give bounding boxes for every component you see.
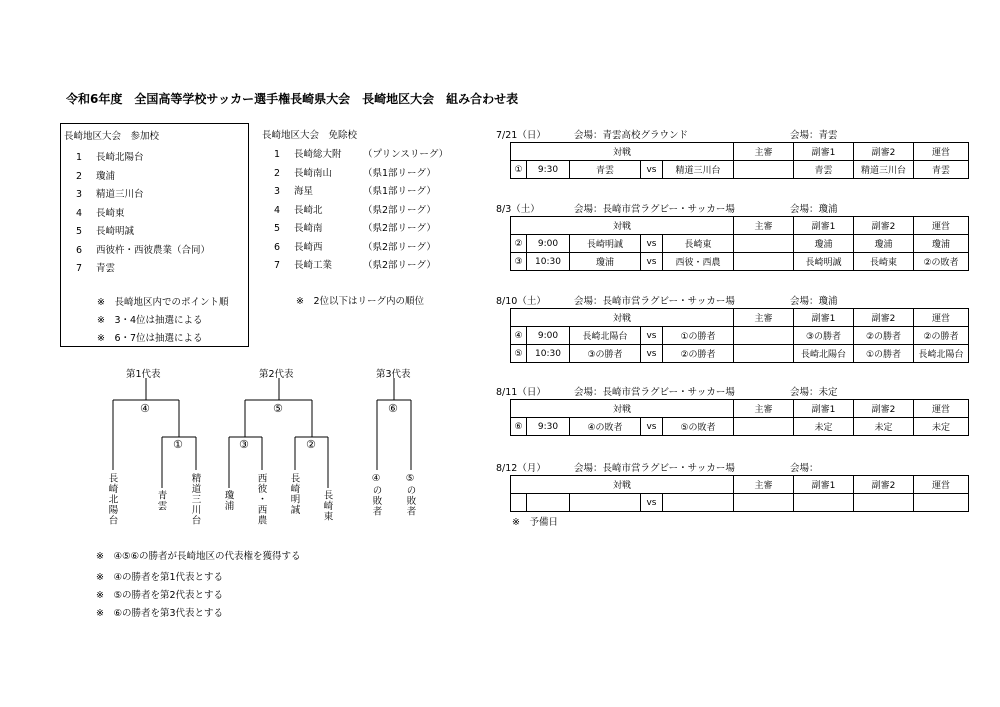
exempt-league: （プリンスリーグ） [363, 149, 449, 160]
match-time: 9:30 [527, 161, 570, 179]
schedule-header-row [511, 143, 969, 161]
participant-num: 5 [75, 226, 82, 237]
participant-name: 長崎北陽台 [96, 152, 144, 163]
participant-num: 7 [75, 263, 82, 274]
bracket-rep-1: 第1代表 [126, 369, 161, 380]
participants-header: 長崎地区大会 参加校 [64, 131, 160, 142]
match-ref2: 精道三川台 [854, 161, 914, 179]
match-ref2: ②の勝者 [854, 327, 914, 345]
header-main-ref: 主審 [734, 476, 794, 494]
participant-note: ※ 長崎地区内でのポイント順 [97, 297, 229, 308]
match-no: ⑤ [511, 345, 527, 363]
match-main-ref [734, 345, 794, 363]
match-home: 瓊浦 [570, 253, 641, 271]
exempt-league: （県1部リーグ） [363, 167, 436, 179]
match-row [511, 161, 969, 179]
exempt-league: （県2部リーグ） [363, 260, 436, 271]
day-venue: 会場：長崎市営ラグビー・サッカー場 [574, 463, 735, 474]
bracket-team: 長崎明誠 [288, 473, 300, 515]
bracket-note: ※ ⑥の勝者を第3代表とする [96, 608, 224, 619]
match-ref2 [854, 494, 914, 512]
bracket-mark-6: ⑥ [388, 402, 398, 415]
participant-name: 西彼杵・西彼農業（合同） [96, 244, 211, 256]
header-ref1: 副審1 [794, 143, 854, 161]
header-match: 対戦 [511, 217, 734, 235]
schedule-table [510, 216, 969, 271]
bracket-mark-1: ① [173, 438, 183, 451]
bracket-mark-2: ② [306, 438, 316, 451]
match-away: 長崎東 [663, 235, 734, 253]
participant-name: 瓊浦 [96, 170, 116, 182]
match-away [663, 494, 734, 512]
bracket-rep-2: 第2代表 [259, 369, 294, 380]
exempt-num: 1 [273, 149, 280, 160]
match-no: ③ [511, 253, 527, 271]
header-ref2: 副審2 [854, 217, 914, 235]
match-operation [914, 494, 969, 512]
match-vs: vs [641, 418, 663, 436]
header-match: 対戦 [511, 476, 734, 494]
match-vs: vs [641, 345, 663, 363]
bracket-rep-3: 第3代表 [376, 369, 411, 380]
match-home [570, 494, 641, 512]
match-ref1: 長崎明誠 [794, 253, 854, 271]
bracket-note: ※ ⑤の勝者を第2代表とする [96, 590, 224, 601]
match-vs: vs [641, 161, 663, 179]
match-ref1: 瓊浦 [794, 235, 854, 253]
exempt-name: 長崎北 [294, 204, 323, 216]
match-home: ④の敗者 [570, 418, 641, 436]
match-away: 精道三川台 [663, 161, 734, 179]
participant-name: 精道三川台 [96, 189, 144, 200]
exempt-name: 海星 [294, 186, 314, 197]
bracket-team: 青雲 [155, 490, 167, 511]
day-venue: 会場：青雲高校グラウンド [574, 130, 689, 141]
participant-name: 長崎東 [96, 207, 125, 219]
participant-num: 2 [75, 170, 82, 182]
exempt-name: 長崎総大附 [294, 149, 342, 160]
match-no: ⑥ [511, 418, 527, 436]
match-away: 西彼・西農 [663, 253, 734, 271]
match-time: 10:30 [527, 253, 570, 271]
schedule-header-row [511, 217, 969, 235]
bracket-note: ※ ④⑤⑥の勝者が長崎地区の代表権を獲得する [96, 551, 301, 562]
participant-name: 青雲 [96, 263, 116, 274]
exempt-name: 長崎西 [294, 241, 323, 253]
header-ref1: 副審1 [794, 309, 854, 327]
day-date: 8/10（土） [496, 296, 546, 307]
match-vs: vs [641, 235, 663, 253]
page-title: 令和6年度 全国高等学校サッカー選手権長崎県大会 長崎地区大会 組み合わせ表 [66, 92, 519, 106]
match-vs: vs [641, 253, 663, 271]
match-vs: vs [641, 494, 663, 512]
day-date: 8/3（土） [496, 204, 540, 215]
header-match: 対戦 [511, 309, 734, 327]
header-main-ref: 主審 [734, 309, 794, 327]
match-home: 長崎明誠 [570, 235, 641, 253]
bracket-mark-5: ⑤ [273, 402, 283, 415]
match-no: ① [511, 161, 527, 179]
match-main-ref [734, 418, 794, 436]
schedule-table [510, 475, 969, 512]
exempt-num: 5 [273, 223, 280, 234]
match-row [511, 235, 969, 253]
header-ref1: 副審1 [794, 476, 854, 494]
schedule-table [510, 308, 969, 363]
bracket-note: ※ ④の勝者を第1代表とする [96, 572, 224, 583]
day-venue: 会場：長崎市営ラグビー・サッカー場 [574, 296, 735, 307]
header-operation: 運営 [914, 476, 969, 494]
header-operation: 運営 [914, 143, 969, 161]
match-home: ③の勝者 [570, 345, 641, 363]
bracket-team: 西彼・西農 [255, 473, 267, 526]
exempt-name: 長崎南 [294, 223, 323, 234]
match-no: ② [511, 235, 527, 253]
exempt-note: ※ 2位以下はリーグ内の順位 [296, 296, 425, 307]
header-operation: 運営 [914, 309, 969, 327]
match-operation: 瓊浦 [914, 235, 969, 253]
bracket-mark-3: ③ [239, 438, 249, 451]
schedule-table [510, 142, 969, 179]
header-ref2: 副審2 [854, 476, 914, 494]
day-host: 会場：瓊浦 [790, 204, 838, 215]
day-date: 7/21（日） [496, 130, 546, 141]
match-away: ⑤の敗者 [663, 418, 734, 436]
header-operation: 運営 [914, 217, 969, 235]
match-ref1: 未定 [794, 418, 854, 436]
day-venue: 会場：長崎市営ラグビー・サッカー場 [574, 204, 735, 215]
match-ref1 [794, 494, 854, 512]
match-away: ②の勝者 [663, 345, 734, 363]
exempt-num: 2 [273, 167, 280, 179]
day-date: 8/11（日） [496, 387, 546, 398]
match-row [511, 327, 969, 345]
participant-num: 3 [75, 189, 82, 200]
header-ref1: 副審1 [794, 400, 854, 418]
match-ref2: ①の勝者 [854, 345, 914, 363]
participant-num: 6 [75, 244, 82, 256]
exempt-num: 3 [273, 186, 280, 197]
match-main-ref [734, 327, 794, 345]
header-main-ref: 主審 [734, 217, 794, 235]
match-time: 9:30 [527, 418, 570, 436]
schedule-table [510, 399, 969, 436]
header-ref2: 副審2 [854, 143, 914, 161]
match-operation: ②の勝者 [914, 327, 969, 345]
match-no: ④ [511, 327, 527, 345]
match-vs: vs [641, 327, 663, 345]
day-host: 会場： [790, 463, 819, 474]
match-ref2: 長崎東 [854, 253, 914, 271]
match-operation: 未定 [914, 418, 969, 436]
match-main-ref [734, 161, 794, 179]
match-ref2: 未定 [854, 418, 914, 436]
schedule-header-row [511, 476, 969, 494]
match-ref1: 長崎北陽台 [794, 345, 854, 363]
bracket-team: 長崎北陽台 [106, 473, 118, 526]
exempt-num: 6 [273, 241, 280, 253]
match-time: 9:00 [527, 235, 570, 253]
day-host: 会場：未定 [790, 387, 838, 398]
participant-num: 1 [75, 152, 82, 163]
bracket-team: 精道三川台 [189, 473, 201, 526]
exempt-name: 長崎工業 [294, 260, 333, 271]
match-no [511, 494, 527, 512]
match-row [511, 253, 969, 271]
exempt-league: （県1部リーグ） [363, 186, 436, 197]
schedule-header-row [511, 309, 969, 327]
header-main-ref: 主審 [734, 143, 794, 161]
match-main-ref [734, 235, 794, 253]
day-note: ※ 予備日 [512, 517, 558, 528]
bracket-team: ⑤の敗者 [404, 473, 416, 517]
match-operation: 長崎北陽台 [914, 345, 969, 363]
match-ref1: 青雲 [794, 161, 854, 179]
exempt-num: 4 [273, 204, 280, 216]
participant-note: ※ 3・4位は抽選による [97, 315, 203, 326]
header-match: 対戦 [511, 143, 734, 161]
bracket-team: 長崎東 [321, 490, 333, 522]
match-home: 長崎北陽台 [570, 327, 641, 345]
day-venue: 会場：長崎市営ラグビー・サッカー場 [574, 387, 735, 398]
bracket-team: ④の敗者 [370, 473, 382, 517]
match-row [511, 345, 969, 363]
day-host: 会場：青雲 [790, 130, 838, 141]
match-operation: ②の敗者 [914, 253, 969, 271]
exempt-league: （県2部リーグ） [363, 223, 436, 234]
participant-num: 4 [75, 207, 82, 219]
match-row [511, 418, 969, 436]
match-main-ref [734, 253, 794, 271]
exempt-num: 7 [273, 260, 280, 271]
match-home: 青雲 [570, 161, 641, 179]
exempt-name: 長崎南山 [294, 167, 333, 179]
match-time: 9:00 [527, 327, 570, 345]
header-operation: 運営 [914, 400, 969, 418]
header-match: 対戦 [511, 400, 734, 418]
header-ref2: 副審2 [854, 400, 914, 418]
bracket-team: 瓊浦 [222, 490, 234, 511]
day-date: 8/12（月） [496, 463, 546, 474]
schedule-header-row [511, 400, 969, 418]
bracket-mark-4: ④ [140, 402, 150, 415]
participant-name: 長崎明誠 [96, 226, 135, 237]
match-row [511, 494, 969, 512]
day-host: 会場：瓊浦 [790, 296, 838, 307]
participant-note: ※ 6・7位は抽選による [97, 333, 203, 344]
header-ref1: 副審1 [794, 217, 854, 235]
exempt-header: 長崎地区大会 免除校 [262, 130, 358, 141]
match-ref2: 瓊浦 [854, 235, 914, 253]
match-ref1: ③の勝者 [794, 327, 854, 345]
match-time: 10:30 [527, 345, 570, 363]
exempt-league: （県2部リーグ） [363, 204, 436, 216]
match-time [527, 494, 570, 512]
match-operation: 青雲 [914, 161, 969, 179]
exempt-league: （県2部リーグ） [363, 241, 436, 253]
match-main-ref [734, 494, 794, 512]
header-main-ref: 主審 [734, 400, 794, 418]
header-ref2: 副審2 [854, 309, 914, 327]
match-away: ①の勝者 [663, 327, 734, 345]
